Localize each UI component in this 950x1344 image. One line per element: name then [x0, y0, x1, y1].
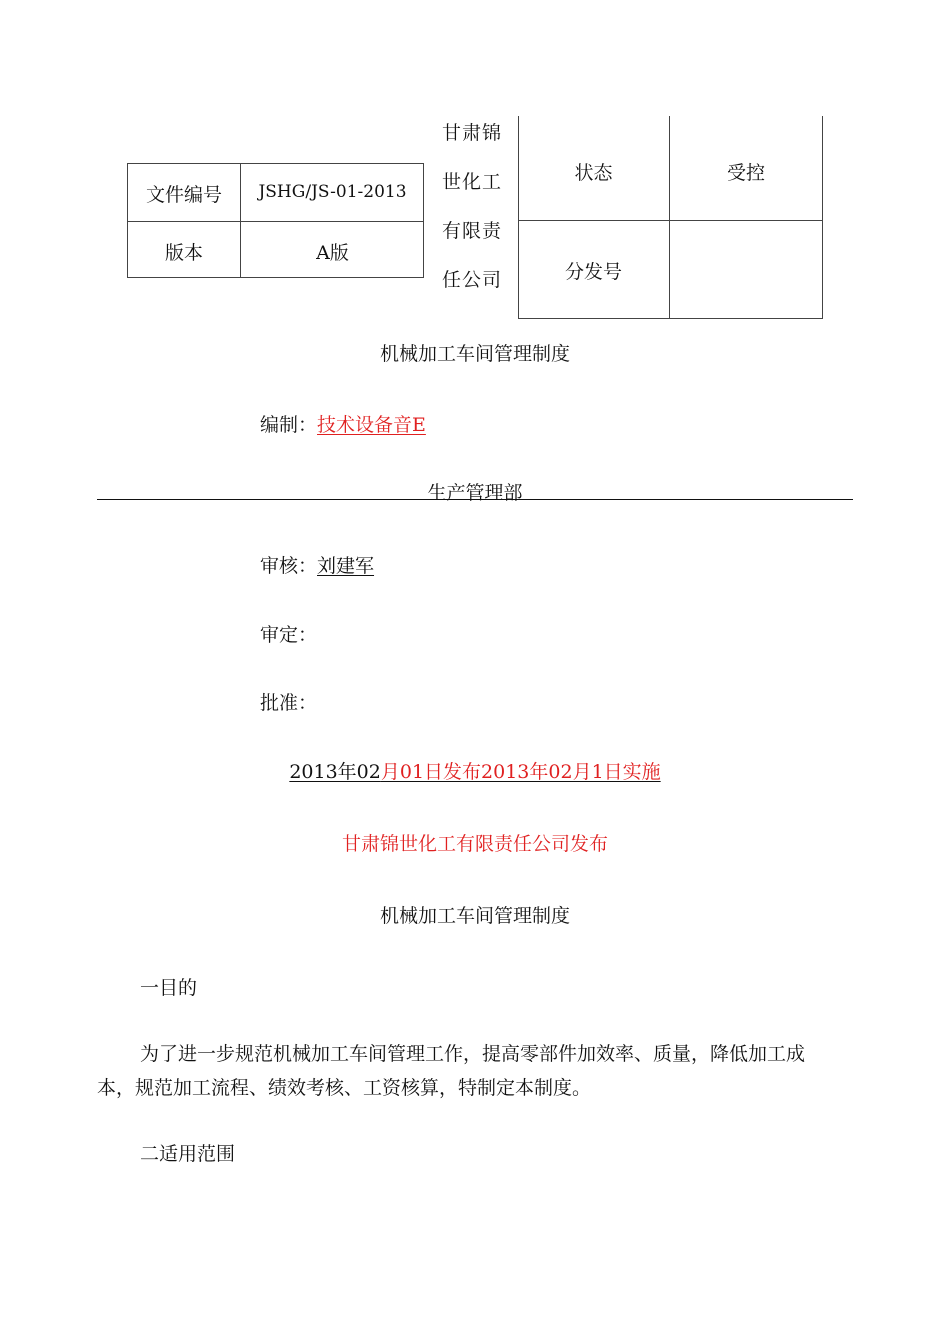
- approve-label: 审定：: [260, 624, 318, 646]
- status-label: 状态: [574, 162, 613, 184]
- compiled-label: 编制：: [260, 414, 318, 436]
- doc-no-label: 文件编号: [145, 184, 222, 206]
- compiled-row: [260, 410, 426, 437]
- divider-rule: [97, 499, 853, 500]
- ratify-label: 批准：: [260, 692, 318, 714]
- version-value: A版: [316, 242, 349, 264]
- date-red-part: 月01日发布2013年02月1日实施: [380, 761, 661, 783]
- company-name-line-4: 任公司: [442, 269, 503, 291]
- review-value: 刘建军: [317, 555, 375, 577]
- section2-heading: 二适用范围: [140, 1143, 236, 1165]
- doc-no-value: JSHG/JS-01-2013: [258, 182, 407, 202]
- company-name-line-1: 甘肃锦: [442, 122, 503, 144]
- document-info-table: [127, 163, 424, 278]
- cover-title: 机械加工车间管理制度: [379, 343, 570, 365]
- status-table: [518, 116, 823, 319]
- publisher: 甘肃锦世化工有限责任公司发布: [341, 833, 608, 855]
- distribution-no-label: 分发号: [564, 261, 622, 283]
- section1-heading: 一目的: [140, 977, 198, 999]
- company-name-line-2: 世化工: [442, 171, 503, 193]
- compiled-value: 技术设备音E: [317, 414, 426, 436]
- review-label: 审核：: [260, 555, 318, 577]
- issue-dates: [0, 757, 950, 784]
- version-label: 版本: [164, 242, 203, 264]
- date-black-part: 2013年02: [289, 761, 381, 783]
- company-name-line-3: 有限责: [442, 220, 503, 242]
- department: 生产管理部: [427, 482, 523, 504]
- review-row: [260, 551, 374, 578]
- body-title: 机械加工车间管理制度: [379, 905, 570, 927]
- status-value: 受控: [726, 162, 765, 184]
- section1-text: 为了进一步规范机械加工车间管理工作，提高零部件加效率、质量，降低加工成本，规范加工流程、绩效考核、工资核算，特制定本制度。: [97, 1043, 806, 1099]
